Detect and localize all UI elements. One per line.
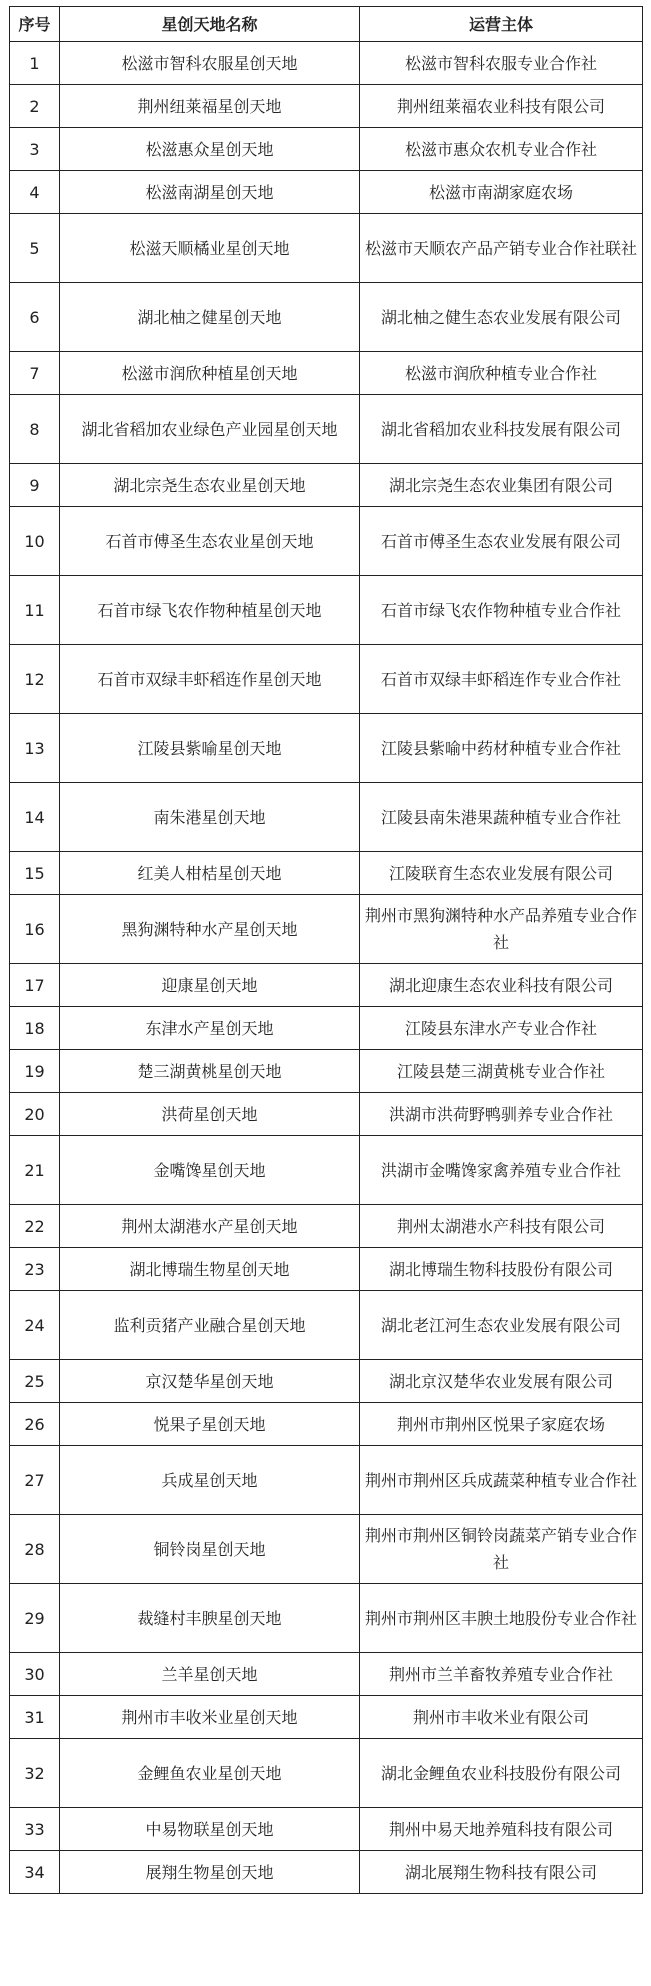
table-row [10,1291,643,1360]
table-row [10,464,643,507]
cell-name: 红美人柑桔星创天地 [60,852,360,895]
header-operator: 运营主体 [360,7,643,42]
cell-name: 湖北宗尧生态农业星创天地 [60,464,360,507]
table-row [10,964,643,1007]
table-row [10,1446,643,1515]
cell-number: 7 [10,352,60,395]
cell-name: 铜铃岗星创天地 [60,1515,360,1584]
cell-operator: 洪湖市洪荷野鸭驯养专业合作社 [360,1093,643,1136]
table-row [10,128,643,171]
table-row [10,1205,643,1248]
cell-operator: 湖北老江河生态农业发展有限公司 [360,1291,643,1360]
cell-operator: 湖北展翔生物科技有限公司 [360,1851,643,1894]
cell-number: 30 [10,1653,60,1696]
cell-number: 20 [10,1093,60,1136]
header-name: 星创天地名称 [60,7,360,42]
table-row [10,352,643,395]
cell-operator: 松滋市南湖家庭农场 [360,171,643,214]
cell-operator: 荆州市荆州区悦果子家庭农场 [360,1403,643,1446]
cell-name: 东津水产星创天地 [60,1007,360,1050]
table-row [10,171,643,214]
table-header-row [10,7,643,42]
table-row [10,1696,643,1739]
cell-number: 18 [10,1007,60,1050]
table-row [10,395,643,464]
cell-number: 1 [10,42,60,85]
table-row [10,42,643,85]
cell-operator: 湖北京汉楚华农业发展有限公司 [360,1360,643,1403]
table-row [10,214,643,283]
cell-number: 11 [10,576,60,645]
cell-number: 16 [10,895,60,964]
table-row [10,714,643,783]
cell-number: 33 [10,1808,60,1851]
cell-name: 悦果子星创天地 [60,1403,360,1446]
cell-operator: 江陵县楚三湖黄桃专业合作社 [360,1050,643,1093]
cell-name: 荆州市丰收米业星创天地 [60,1696,360,1739]
cell-name: 石首市绿飞农作物种植星创天地 [60,576,360,645]
cell-operator: 松滋市润欣种植专业合作社 [360,352,643,395]
cell-number: 6 [10,283,60,352]
cell-operator: 湖北省稻加农业科技发展有限公司 [360,395,643,464]
cell-operator: 荆州纽莱福农业科技有限公司 [360,85,643,128]
cell-operator: 湖北迎康生态农业科技有限公司 [360,964,643,1007]
cell-operator: 石首市绿飞农作物种植专业合作社 [360,576,643,645]
cell-name: 兰羊星创天地 [60,1653,360,1696]
cell-name: 兵成星创天地 [60,1446,360,1515]
cell-number: 4 [10,171,60,214]
table-row [10,852,643,895]
cell-operator: 荆州太湖港水产科技有限公司 [360,1205,643,1248]
cell-number: 2 [10,85,60,128]
cell-number: 31 [10,1696,60,1739]
cell-name: 监利贡猪产业融合星创天地 [60,1291,360,1360]
cell-operator: 湖北博瑞生物科技股份有限公司 [360,1248,643,1291]
cell-name: 黑狗渊特种水产星创天地 [60,895,360,964]
cell-operator: 荆州市荆州区铜铃岗蔬菜产销专业合作社 [360,1515,643,1584]
cell-number: 34 [10,1851,60,1894]
cell-operator: 湖北金鲤鱼农业科技股份有限公司 [360,1739,643,1808]
cell-name: 京汉楚华星创天地 [60,1360,360,1403]
cell-name: 迎康星创天地 [60,964,360,1007]
cell-name: 松滋南湖星创天地 [60,171,360,214]
cell-name: 松滋惠众星创天地 [60,128,360,171]
cell-number: 3 [10,128,60,171]
cell-operator: 松滋市惠众农机专业合作社 [360,128,643,171]
cell-name: 荆州太湖港水产星创天地 [60,1205,360,1248]
cell-name: 展翔生物星创天地 [60,1851,360,1894]
cell-number: 27 [10,1446,60,1515]
cell-operator: 松滋市天顺农产品产销专业合作社联社 [360,214,643,283]
cell-name: 楚三湖黄桃星创天地 [60,1050,360,1093]
table-row [10,1360,643,1403]
cell-name: 荆州纽莱福星创天地 [60,85,360,128]
cell-number: 25 [10,1360,60,1403]
cell-operator: 湖北柚之健生态农业发展有限公司 [360,283,643,352]
cell-name: 南朱港星创天地 [60,783,360,852]
table-row [10,1851,643,1894]
table-row [10,1007,643,1050]
cell-number: 32 [10,1739,60,1808]
star-innovation-table [9,6,643,1894]
cell-name: 松滋市智科农服星创天地 [60,42,360,85]
table-row [10,1739,643,1808]
cell-number: 23 [10,1248,60,1291]
cell-operator: 荆州市黑狗渊特种水产品养殖专业合作社 [360,895,643,964]
cell-number: 12 [10,645,60,714]
cell-name: 石首市双绿丰虾稻连作星创天地 [60,645,360,714]
cell-name: 石首市傅圣生态农业星创天地 [60,507,360,576]
table-row [10,283,643,352]
table-row [10,1653,643,1696]
table-row [10,1403,643,1446]
header-number: 序号 [10,7,60,42]
cell-operator: 荆州中易天地养殖科技有限公司 [360,1808,643,1851]
cell-operator: 石首市双绿丰虾稻连作专业合作社 [360,645,643,714]
cell-number: 22 [10,1205,60,1248]
cell-number: 24 [10,1291,60,1360]
cell-operator: 荆州市荆州区丰腴土地股份专业合作社 [360,1584,643,1653]
cell-number: 10 [10,507,60,576]
cell-number: 17 [10,964,60,1007]
cell-operator: 江陵县紫喻中药材种植专业合作社 [360,714,643,783]
table-row [10,1050,643,1093]
table-row [10,576,643,645]
cell-operator: 荆州市丰收米业有限公司 [360,1696,643,1739]
cell-operator: 湖北宗尧生态农业集团有限公司 [360,464,643,507]
cell-operator: 石首市傅圣生态农业发展有限公司 [360,507,643,576]
cell-name: 湖北柚之健星创天地 [60,283,360,352]
cell-name: 江陵县紫喻星创天地 [60,714,360,783]
cell-number: 8 [10,395,60,464]
table-row [10,783,643,852]
table-row [10,85,643,128]
cell-number: 21 [10,1136,60,1205]
table-row [10,895,643,964]
table-row [10,1515,643,1584]
cell-name: 松滋市润欣种植星创天地 [60,352,360,395]
cell-operator: 江陵联育生态农业发展有限公司 [360,852,643,895]
table-row [10,507,643,576]
cell-number: 26 [10,1403,60,1446]
cell-number: 28 [10,1515,60,1584]
cell-operator: 江陵县南朱港果蔬种植专业合作社 [360,783,643,852]
cell-operator: 荆州市荆州区兵成蔬菜种植专业合作社 [360,1446,643,1515]
cell-name: 中易物联星创天地 [60,1808,360,1851]
cell-number: 13 [10,714,60,783]
table-row [10,1584,643,1653]
cell-name: 裁缝村丰腴星创天地 [60,1584,360,1653]
cell-name: 金鲤鱼农业星创天地 [60,1739,360,1808]
table-row [10,1093,643,1136]
cell-number: 15 [10,852,60,895]
cell-name: 洪荷星创天地 [60,1093,360,1136]
table-row [10,645,643,714]
table-row [10,1136,643,1205]
cell-name: 金嘴馋星创天地 [60,1136,360,1205]
cell-number: 14 [10,783,60,852]
cell-number: 29 [10,1584,60,1653]
cell-operator: 洪湖市金嘴馋家禽养殖专业合作社 [360,1136,643,1205]
cell-name: 松滋天顺橘业星创天地 [60,214,360,283]
cell-operator: 松滋市智科农服专业合作社 [360,42,643,85]
cell-number: 9 [10,464,60,507]
cell-name: 湖北省稻加农业绿色产业园星创天地 [60,395,360,464]
cell-name: 湖北博瑞生物星创天地 [60,1248,360,1291]
cell-operator: 荆州市兰羊畜牧养殖专业合作社 [360,1653,643,1696]
cell-number: 5 [10,214,60,283]
table-body [10,42,643,1894]
table-row [10,1248,643,1291]
cell-operator: 江陵县东津水产专业合作社 [360,1007,643,1050]
cell-number: 19 [10,1050,60,1093]
table-row [10,1808,643,1851]
